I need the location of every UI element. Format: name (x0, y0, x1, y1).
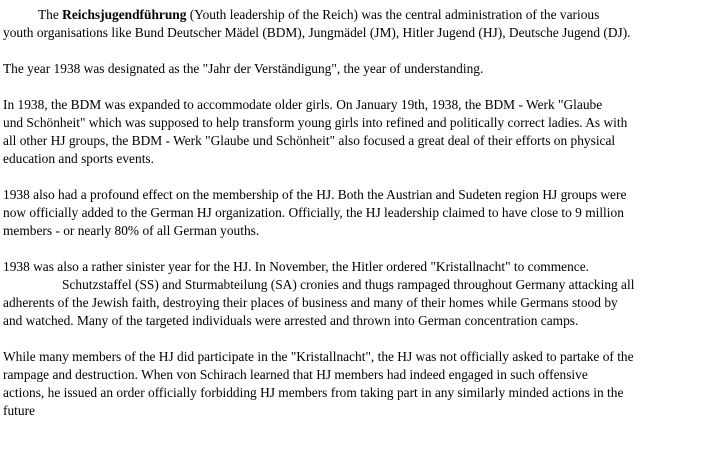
intro-prefix: The (38, 7, 63, 22)
intro-line-2: youth organisations like Bund Deutscher Mädel (BDM), Jungmädel (JM), Hitler Jugend (HJ), Deutsche Jugend (DJ). (3, 25, 631, 40)
kristallnacht-paragraph (3, 258, 707, 330)
participation-line-4: future (3, 403, 35, 418)
bdm-line-3: all other HJ groups, the BDM - Werk "Glaube und Schönheit" also focused a great deal of their efforts on physical (3, 133, 616, 148)
membership-line-2: now officially added to the German HJ organization. Officially, the HJ leadership claimed to have close to 9 million (3, 205, 624, 220)
intro-suffix: (Youth leadership of the Reich) was the central administration of the various (186, 7, 600, 22)
year-1938-line-1: The year 1938 was designated as the "Jahr der Verständigung", the year of understanding. (3, 61, 484, 76)
participation-paragraph (3, 348, 707, 420)
participation-line-1: While many members of the HJ did participate in the "Kristallnacht", the HJ was not officially asked to partake of the (3, 349, 634, 364)
bdm-line-1: In 1938, the BDM was expanded to accommodate older girls. On January 19th, 1938, the BDM - Werk "Glaube (3, 97, 603, 112)
year-1938-paragraph (3, 60, 707, 78)
participation-line-2: rampage and destruction. When von Schirach learned that HJ members had indeed engaged in such offensive (3, 367, 588, 382)
kristallnacht-line-4: and watched. Many of the targeted individuals were arrested and thrown into German concentration camps. (3, 313, 579, 328)
kristallnacht-line-2: Schutzstaffel (SS) and Sturmabteilung (SA) cronies and thugs rampaged throughout Germany attacking all (62, 277, 635, 292)
bdm-paragraph (3, 96, 707, 168)
kristallnacht-line-1: 1938 was also a rather sinister year for the HJ. In November, the Hitler ordered "Kristallnacht" to commence. (3, 259, 589, 274)
bdm-line-2: und Schönheit" which was supposed to help transform young girls into refined and politically correct ladies. As with (3, 115, 628, 130)
bdm-line-4: education and sports events. (3, 151, 154, 166)
document-body (3, 6, 707, 438)
participation-line-3: actions, he issued an order officially forbidding HJ members from taking part in any similarly minded actions in the (3, 385, 624, 400)
intro-line-1 (3, 6, 707, 24)
reichsjugendfuehrung-term: Reichsjugendführung (62, 7, 187, 22)
intro-paragraph (3, 6, 707, 42)
membership-line-3: members - or nearly 80% of all German youths. (3, 223, 260, 238)
membership-line-1: 1938 also had a profound effect on the membership of the HJ. Both the Austrian and Sudeten region HJ groups were (3, 187, 627, 202)
membership-paragraph (3, 186, 707, 240)
kristallnacht-line-3: adherents of the Jewish faith, destroying their places of business and many of their homes while Germans stood by (3, 295, 618, 310)
